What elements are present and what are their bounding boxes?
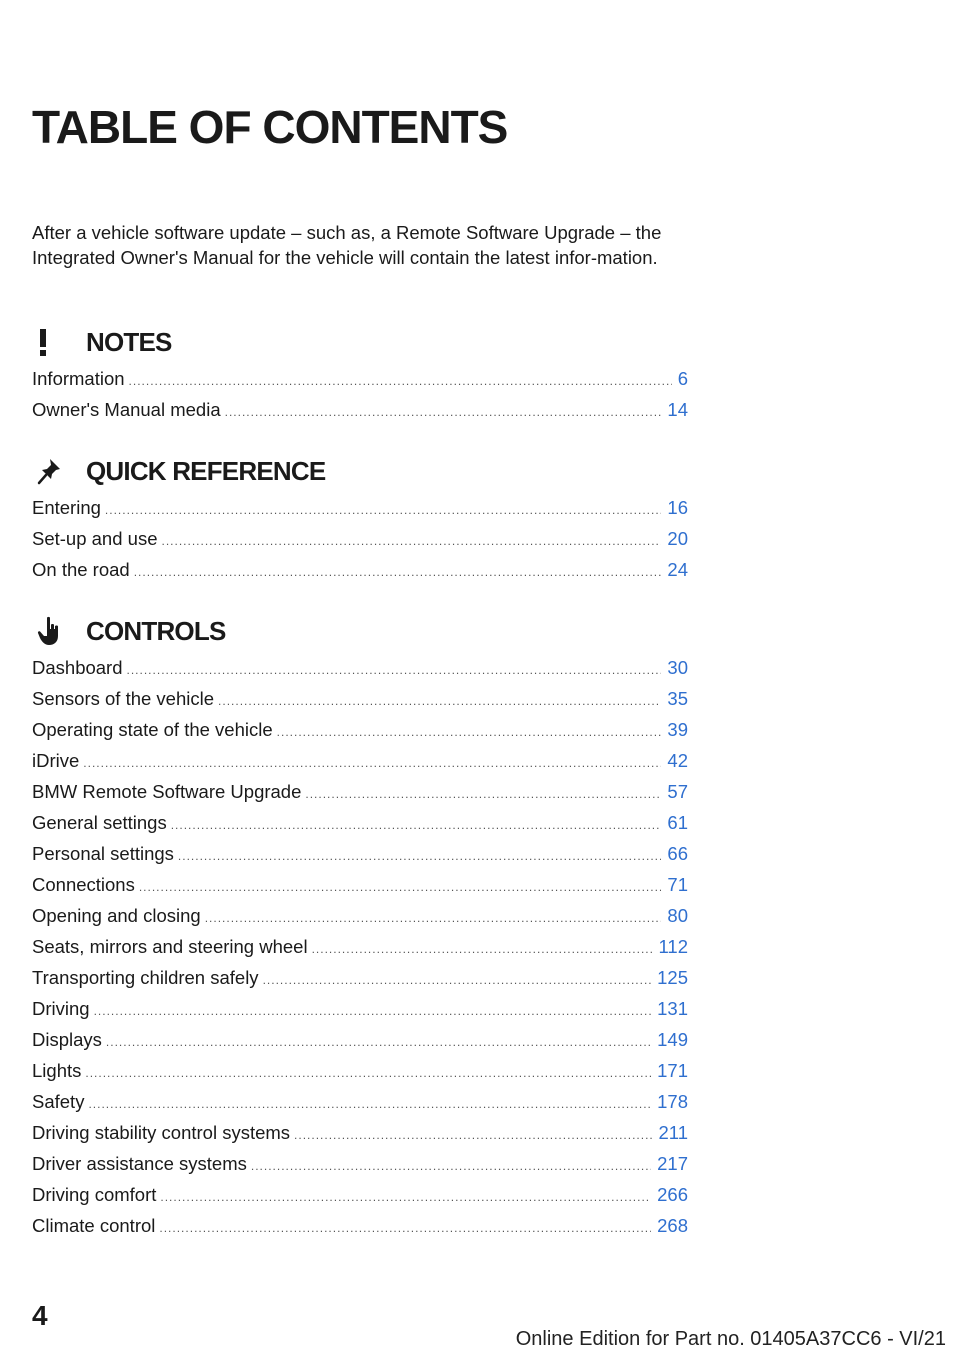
toc-entry-page-link[interactable]: 149 xyxy=(657,1029,688,1050)
toc-entry[interactable] xyxy=(32,719,688,750)
toc-entry-label: Opening and closing xyxy=(32,905,201,926)
toc-entry-page-link[interactable]: 6 xyxy=(677,368,688,389)
toc-entry[interactable] xyxy=(32,905,688,936)
dot-leader xyxy=(251,1159,651,1173)
dot-leader xyxy=(83,756,661,770)
section-title: CONTROLS xyxy=(86,615,226,646)
toc-entry-page-link[interactable]: 171 xyxy=(657,1060,688,1081)
dot-leader xyxy=(305,787,661,801)
toc-entry-label: Information xyxy=(32,368,125,389)
dot-leader xyxy=(127,663,662,677)
toc-entry[interactable] xyxy=(32,750,688,781)
toc-entry[interactable] xyxy=(32,874,688,905)
toc-entry-label: Transporting children safely xyxy=(32,967,259,988)
toc-entry[interactable] xyxy=(32,559,688,590)
toc-entry-label: Safety xyxy=(32,1091,85,1112)
toc-entry-label: Set-up and use xyxy=(32,528,158,549)
hand-icon xyxy=(36,615,68,647)
section-controls xyxy=(32,611,688,1246)
toc-entry[interactable] xyxy=(32,1122,688,1153)
toc-entry-label: On the road xyxy=(32,559,130,580)
toc-entry-page-link[interactable]: 35 xyxy=(667,688,688,709)
toc-entry-page-link[interactable]: 125 xyxy=(657,967,688,988)
section-title: QUICK REFERENCE xyxy=(86,455,326,486)
toc-entry-page-link[interactable]: 178 xyxy=(657,1091,688,1112)
toc-entry-page-link[interactable]: 71 xyxy=(667,874,688,895)
toc-entry-label: Driving xyxy=(32,998,90,1019)
toc-entry[interactable] xyxy=(32,528,688,559)
toc-entry[interactable] xyxy=(32,399,688,430)
toc-entry[interactable] xyxy=(32,998,688,1029)
toc-entry-page-link[interactable]: 42 xyxy=(667,750,688,771)
toc-entry-label: Entering xyxy=(32,497,101,518)
toc-entry[interactable] xyxy=(32,812,688,843)
section-header xyxy=(32,322,688,362)
toc-entry[interactable] xyxy=(32,936,688,967)
toc-entry-label: Climate control xyxy=(32,1215,156,1236)
toc-entry[interactable] xyxy=(32,781,688,812)
dot-leader xyxy=(106,1035,651,1049)
exclamation-icon xyxy=(36,326,68,358)
dot-leader xyxy=(161,534,661,548)
toc-entry-label: iDrive xyxy=(32,750,80,771)
page-title: TABLE OF CONTENTS xyxy=(32,101,508,153)
dot-leader xyxy=(94,1004,652,1018)
toc-entry[interactable] xyxy=(32,1153,688,1184)
dot-leader xyxy=(129,374,672,388)
dot-leader xyxy=(263,973,652,987)
toc-entry-page-link[interactable]: 268 xyxy=(657,1215,688,1236)
footer-edition: Online Edition for Part no. 01405A37CC6 - VI/21 xyxy=(515,1328,946,1350)
section-header xyxy=(32,451,688,491)
section-header xyxy=(32,611,688,651)
toc-entry[interactable] xyxy=(32,1091,688,1122)
toc-entry[interactable] xyxy=(32,1215,688,1246)
dot-leader xyxy=(105,503,662,517)
toc-entry-page-link[interactable]: 61 xyxy=(667,812,688,833)
dot-leader xyxy=(225,405,662,419)
dot-leader xyxy=(134,565,662,579)
toc-entry[interactable] xyxy=(32,1184,688,1215)
toc-entry[interactable] xyxy=(32,497,688,528)
toc-entry-page-link[interactable]: 57 xyxy=(667,781,688,802)
toc-entry-label: Driver assistance systems xyxy=(32,1153,247,1174)
toc-entry-page-link[interactable]: 131 xyxy=(657,998,688,1019)
toc-entry[interactable] xyxy=(32,967,688,998)
toc-entry-label: Driving comfort xyxy=(32,1184,157,1205)
section-notes xyxy=(32,322,688,430)
toc-entry-page-link[interactable]: 217 xyxy=(657,1153,688,1174)
toc-entry-page-link[interactable]: 14 xyxy=(667,399,688,420)
toc-entry-page-link[interactable]: 20 xyxy=(667,528,688,549)
dot-leader xyxy=(178,849,662,863)
toc-entry-page-link[interactable]: 30 xyxy=(667,657,688,678)
toc-entry-label: Owner's Manual media xyxy=(32,399,221,420)
toc-entry-label: BMW Remote Software Upgrade xyxy=(32,781,302,802)
section-quick-reference xyxy=(32,451,688,590)
toc-entry-label: Seats, mirrors and steering wheel xyxy=(32,936,308,957)
dot-leader xyxy=(159,1221,651,1235)
toc-entry-page-link[interactable]: 112 xyxy=(658,936,688,957)
toc-entry-page-link[interactable]: 66 xyxy=(667,843,688,864)
dot-leader xyxy=(171,818,662,832)
toc-entry[interactable] xyxy=(32,843,688,874)
dot-leader xyxy=(139,880,662,894)
toc-entry-page-link[interactable]: 211 xyxy=(658,1122,688,1143)
toc-entry-label: Displays xyxy=(32,1029,102,1050)
section-title: NOTES xyxy=(86,326,172,357)
toc-entry[interactable] xyxy=(32,657,688,688)
dot-leader xyxy=(294,1128,652,1142)
dot-leader xyxy=(205,911,662,925)
toc-entry-page-link[interactable]: 39 xyxy=(667,719,688,740)
toc-entry[interactable] xyxy=(32,1060,688,1091)
page-number: 4 xyxy=(32,1300,48,1331)
toc-entry-page-link[interactable]: 16 xyxy=(667,497,688,518)
toc-entry-label: Personal settings xyxy=(32,843,174,864)
dot-leader xyxy=(88,1097,651,1111)
intro-paragraph: After a vehicle software update – such as, a Remote Software Upgrade – the Integrated Owner's Manual for the vehicle will contain the latest infor-mation. xyxy=(32,222,662,268)
toc-entry[interactable] xyxy=(32,688,688,719)
toc-entry-label: Connections xyxy=(32,874,135,895)
toc-entry-label: General settings xyxy=(32,812,167,833)
toc-entry[interactable] xyxy=(32,1029,688,1060)
toc-entry[interactable] xyxy=(32,368,688,399)
toc-entry-label: Operating state of the vehicle xyxy=(32,719,273,740)
toc-entry-label: Sensors of the vehicle xyxy=(32,688,215,709)
toc-entry-page-link[interactable]: 266 xyxy=(657,1184,688,1205)
dot-leader xyxy=(312,942,653,956)
toc-entry-label: Driving stability control systems xyxy=(32,1122,291,1143)
pin-icon xyxy=(36,455,68,487)
toc-entry-label: Dashboard xyxy=(32,657,123,678)
dot-leader xyxy=(218,694,661,708)
toc-entry-page-link[interactable]: 80 xyxy=(667,905,688,926)
dot-leader xyxy=(160,1190,651,1204)
dot-leader xyxy=(85,1066,651,1080)
dot-leader xyxy=(277,725,662,739)
toc-entry-label: Lights xyxy=(32,1060,82,1081)
toc-entry-page-link[interactable]: 24 xyxy=(667,559,688,580)
